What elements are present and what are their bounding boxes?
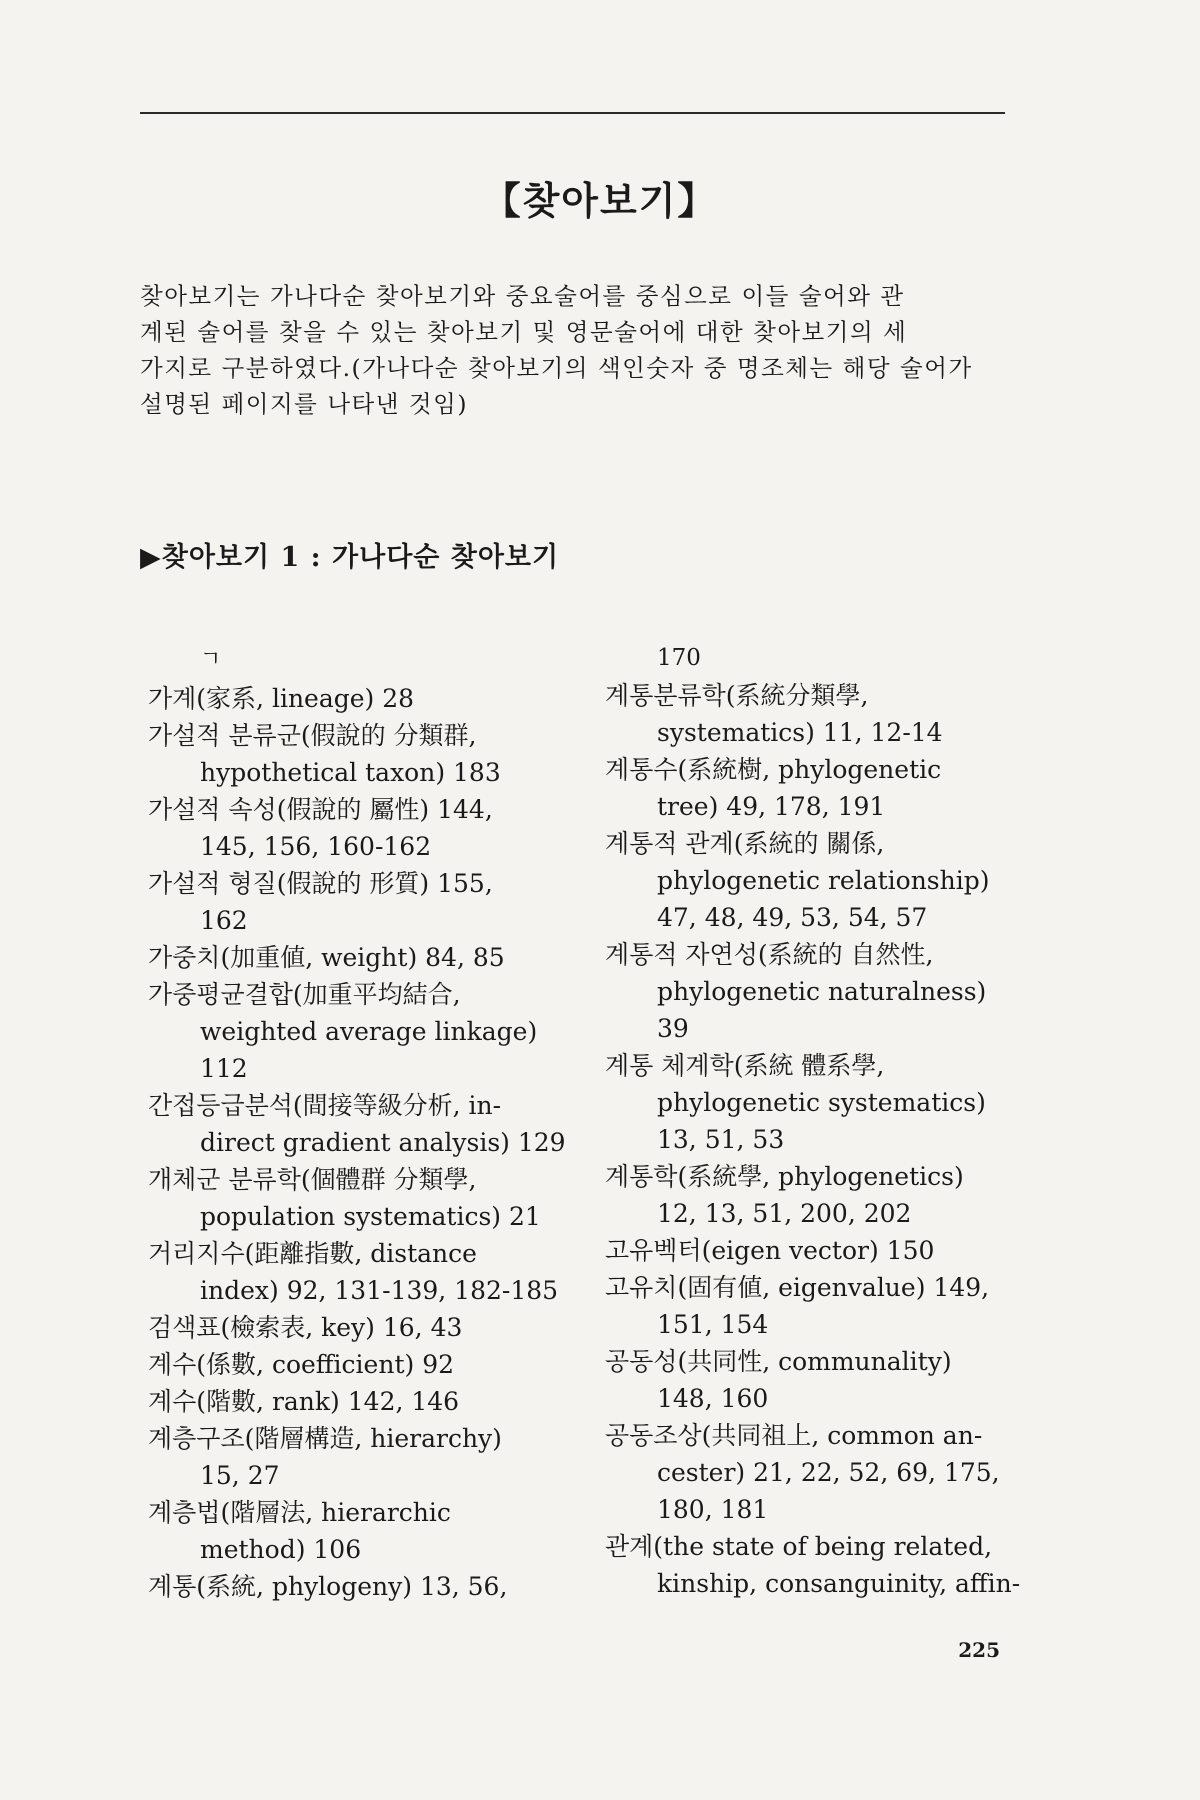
index-entry [605,1528,1025,1602]
index-entry-term: 가계(家系, lineage) 28 [148,684,415,713]
index-entry [148,1235,568,1309]
index-entry [605,936,1025,1047]
index-entry [148,680,568,717]
index-entry [148,1383,568,1420]
page-title: 【찾아보기】 [482,178,718,223]
index-entry-term: 가설적 형질(假說的 形質) 155, [148,869,493,898]
intro-line: 찾아보기는 가나다순 찾아보기와 중요술어를 중심으로 이들 술어와 관 [140,282,905,310]
index-column-right [605,640,1025,1602]
index-entry-term: 개체군 분류학(個體群 分類學, [148,1165,477,1194]
index-entry-continuation: 12, 13, 51, 200, 202 [657,1199,912,1228]
top-rule [140,112,1005,114]
index-entry-term: 계통적 자연성(系統的 自然性, [605,940,934,969]
index-entry [605,1158,1025,1232]
index-entry-term: 간접등급분석(間接等級分析, in- [148,1091,502,1120]
index-entry [148,976,568,1087]
intro-paragraph [140,278,1005,422]
index-entry-term: 계층구조(階層構造, hierarchy) [148,1424,502,1453]
index-entry [148,717,568,791]
index-entry-term: 거리지수(距離指數, distance [148,1239,477,1268]
index-entry-term: 계수(階數, rank) 142, 146 [148,1387,460,1416]
index-entry-continuation: direct gradient analysis) 129 [200,1128,566,1157]
continued-page-ref: 170 [657,645,701,671]
index-entry [148,1494,568,1568]
index-entry-term: 계통적 관계(系統的 關係, [605,829,885,858]
index-entry-continuation: tree) 49, 178, 191 [657,792,886,821]
index-entry [605,1417,1025,1528]
index-entry [148,1420,568,1494]
index-entry [605,1269,1025,1343]
index-entry-term: 공동성(共同性, communality) [605,1347,952,1376]
index-entry-continuation: 148, 160 [657,1384,769,1413]
index-entry-continuation: population systematics) 21 [200,1202,541,1231]
index-entry-term: 관계(the state of being related, [605,1532,993,1561]
index-entry-continuation: phylogenetic naturalness) [657,977,987,1006]
index-entry-term: 공동조상(共同祖上, common an- [605,1421,983,1450]
page-number: 225 [958,1638,1000,1662]
index-entry [605,677,1025,751]
index-entry-term: 가설적 속성(假說的 屬性) 144, [148,795,493,824]
index-entry [148,1568,568,1605]
index-entry [148,1161,568,1235]
index-entry-continuation: 180, 181 [657,1495,769,1524]
index-entry-continuation: cester) 21, 22, 52, 69, 175, [657,1458,1000,1487]
intro-line: 계된 술어를 찾을 수 있는 찾아보기 및 영문술어에 대한 찾아보기의 세 [140,318,908,346]
index-entry [605,1047,1025,1158]
index-entry-continuation: systematics) 11, 12-14 [657,718,943,747]
index-entry-term: 가설적 분류군(假說的 分類群, [148,721,477,750]
right-entries [605,677,1025,1602]
index-entry [148,939,568,976]
index-entry-term: 검색표(檢索表, key) 16, 43 [148,1313,463,1342]
index-entry-term: 고유치(固有値, eigenvalue) 149, [605,1273,990,1302]
index-entry-term: 계통분류학(系統分類學, [605,681,869,710]
index-entry-term: 계통 체계학(系統 體系學, [605,1051,885,1080]
index-entry-continuation: phylogenetic systematics) [657,1088,986,1117]
index-entry-term: 계층법(階層法, hierarchic [148,1498,451,1527]
index-entry-continuation: 13, 51, 53 [657,1125,785,1154]
index-entry-term: 고유벡터(eigen vector) 150 [605,1236,935,1265]
index-entry-term: 가중치(加重値, weight) 84, 85 [148,943,505,972]
index-entry-continuation: 15, 27 [200,1461,280,1490]
index-column-left [148,640,568,1605]
index-entry-continuation: 112 [200,1054,248,1083]
index-entry [605,751,1025,825]
index-entry [148,1346,568,1383]
index-entry [148,865,568,939]
index-entry [148,1309,568,1346]
intro-line: 가지로 구분하였다.(가나다순 찾아보기의 색인숫자 중 명조체는 해당 술어가 [140,354,973,382]
index-entry [605,1232,1025,1269]
index-entry-continuation: phylogenetic relationship) [657,866,990,895]
index-entry-continuation: 151, 154 [657,1310,769,1339]
index-entry-continuation: 145, 156, 160-162 [200,832,432,861]
index-entry-term: 계수(係數, coefficient) 92 [148,1350,455,1379]
group-letter: ㄱ [200,647,222,672]
index-entry-term: 가중평균결합(加重平均結合, [148,980,461,1009]
index-entry [605,825,1025,936]
index-entry-continuation: 39 [657,1014,689,1043]
index-entry-continuation: index) 92, 131-139, 182-185 [200,1276,559,1305]
index-entry-continuation: weighted average linkage) [200,1017,538,1046]
index-entry-continuation: 162 [200,906,248,935]
index-entry-term: 계통(系統, phylogeny) 13, 56, [148,1572,508,1601]
index-entry [148,1087,568,1161]
left-entries [148,680,568,1605]
index-entry-term: 계통학(系統學, phylogenetics) [605,1162,964,1191]
index-entry-term: 계통수(系統樹, phylogenetic [605,755,942,784]
index-entry-continuation: hypothetical taxon) 183 [200,758,501,787]
section-heading: ▶찾아보기 1 : 가나다순 찾아보기 [140,542,560,573]
index-entry-continuation: kinship, consanguinity, affin- [657,1569,1021,1598]
index-entry [148,791,568,865]
index-entry [605,1343,1025,1417]
index-entry-continuation: 47, 48, 49, 53, 54, 57 [657,903,928,932]
index-entry-continuation: method) 106 [200,1535,362,1564]
intro-line: 설명된 페이지를 나타낸 것임) [140,390,468,418]
